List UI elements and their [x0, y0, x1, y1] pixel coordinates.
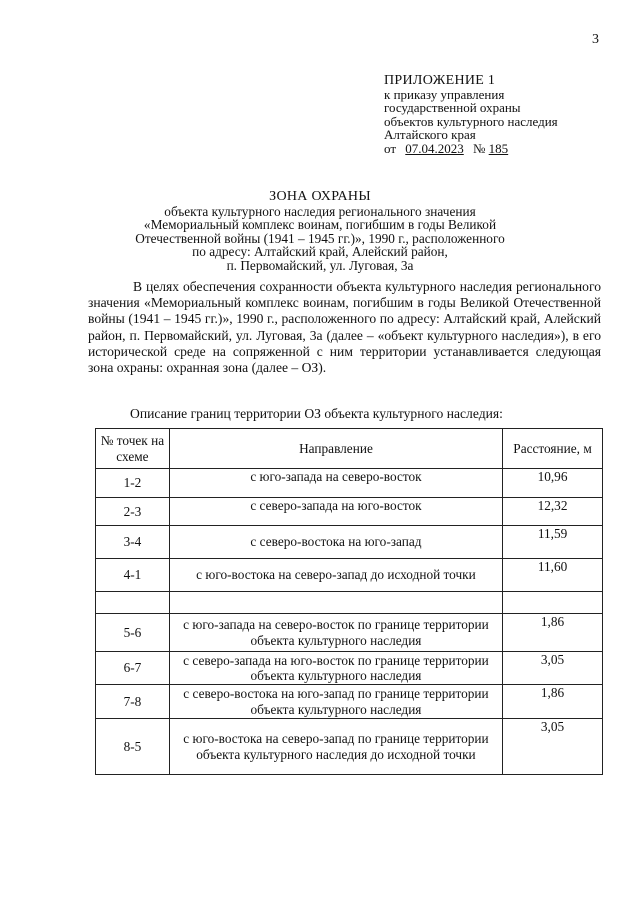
- cell-distance: 3,05: [503, 652, 603, 685]
- cell-direction: с северо-востока на юго-запад: [169, 526, 502, 559]
- header-points: № точек на схеме: [96, 429, 170, 469]
- cell-distance: 10,96: [503, 469, 603, 498]
- cell-points: 7-8: [96, 685, 170, 719]
- body-text: [88, 279, 601, 376]
- cell-points: 2-3: [96, 498, 170, 526]
- body-paragraph: В целях обеспечения сохранности объекта культурного наследия регионального значения «Мемориальный комплекс воинам, погибшим в годы Великой Отечественной войны (1941 – 1945 гг.)», 1990 г., расположенного по адресу: Алтайский край, Алейский район, п. Первомайский, ул. Луговая, 3а (далее – «объект культурного наследия»), в его исторической среде на сопряженной с ним территории устанавливается следующая зона охраны: охранная зона (далее – ОЗ).: [88, 279, 601, 376]
- zone-heading: [80, 190, 560, 273]
- zone-line: Отечественной войны (1941 – 1945 гг.)», 1990 г., расположенного: [135, 230, 505, 246]
- table-row: [96, 526, 603, 559]
- cell-distance: 11,59: [503, 526, 603, 559]
- boundary-table: [95, 428, 603, 775]
- cell-distance: 1,86: [503, 614, 603, 652]
- appendix-line: государственной охраны: [384, 100, 521, 115]
- cell-distance: 3,05: [503, 719, 603, 775]
- zone-line: по адресу: Алтайский край, Алейский район,: [192, 244, 448, 260]
- table-row: [96, 469, 603, 498]
- cell-distance: [503, 592, 603, 614]
- zone-title: ЗОНА ОХРАНЫ: [269, 189, 371, 204]
- cell-direction: с юго-запада на северо-восток по границе территории объекта культурного наследия: [169, 614, 502, 652]
- cell-direction: с северо-запада на юго-восток по границе территории объекта культурного наследия: [169, 652, 502, 685]
- appendix-header: [384, 74, 624, 155]
- cell-points: 3-4: [96, 526, 170, 559]
- order-date: 07.04.2023: [405, 140, 464, 156]
- table-row: [96, 559, 603, 592]
- cell-distance: 12,32: [503, 498, 603, 526]
- table-header-row: [96, 429, 603, 469]
- table-row: [96, 652, 603, 685]
- cell-direction: с юго-востока на северо-запад до исходной точки: [169, 559, 502, 592]
- table-caption: Описание границ территории ОЗ объекта культурного наследия:: [130, 406, 503, 421]
- appendix-line: объектов культурного наследия: [384, 113, 558, 129]
- cell-distance: 11,60: [503, 559, 603, 592]
- appendix-line: Алтайского края: [384, 127, 476, 142]
- cell-points: 6-7: [96, 652, 170, 685]
- date-prefix: от: [384, 140, 397, 156]
- cell-points: 1-2: [96, 469, 170, 498]
- cell-points: 5-6: [96, 614, 170, 652]
- number-prefix: №: [473, 140, 486, 156]
- order-number: 185: [488, 140, 509, 156]
- cell-distance: 1,86: [503, 685, 603, 719]
- cell-points: 4-1: [96, 559, 170, 592]
- appendix-line: к приказу управления: [384, 86, 505, 102]
- zone-line: объекта культурного наследия регионального значения: [164, 203, 476, 219]
- header-distance: Расстояние, м: [503, 429, 603, 469]
- appendix-date-line: [384, 142, 624, 156]
- header-direction: Направление: [169, 429, 502, 469]
- cell-direction: с северо-востока на юго-запад по границе территории объекта культурного наследия: [169, 685, 502, 719]
- table-row: [96, 498, 603, 526]
- appendix-title: ПРИЛОЖЕНИЕ 1: [384, 73, 496, 88]
- table-row: [96, 685, 603, 719]
- cell-direction: с северо-запада на юго-восток: [169, 498, 502, 526]
- cell-direction: [169, 592, 502, 614]
- cell-points: 8-5: [96, 719, 170, 775]
- table-row: [96, 614, 603, 652]
- cell-direction: с юго-запада на северо-восток: [169, 469, 502, 498]
- page-number: 3: [592, 32, 599, 47]
- cell-direction: с юго-востока на северо-запад по границе территории объекта культурного наследия до исходной точки: [169, 719, 502, 775]
- zone-line: «Мемориальный комплекс воинам, погибшим в годы Великой: [143, 217, 497, 233]
- table-row: [96, 719, 603, 775]
- cell-points: [96, 592, 170, 614]
- zone-line: п. Первомайский, ул. Луговая, 3а: [226, 257, 414, 273]
- table-row: [96, 592, 603, 614]
